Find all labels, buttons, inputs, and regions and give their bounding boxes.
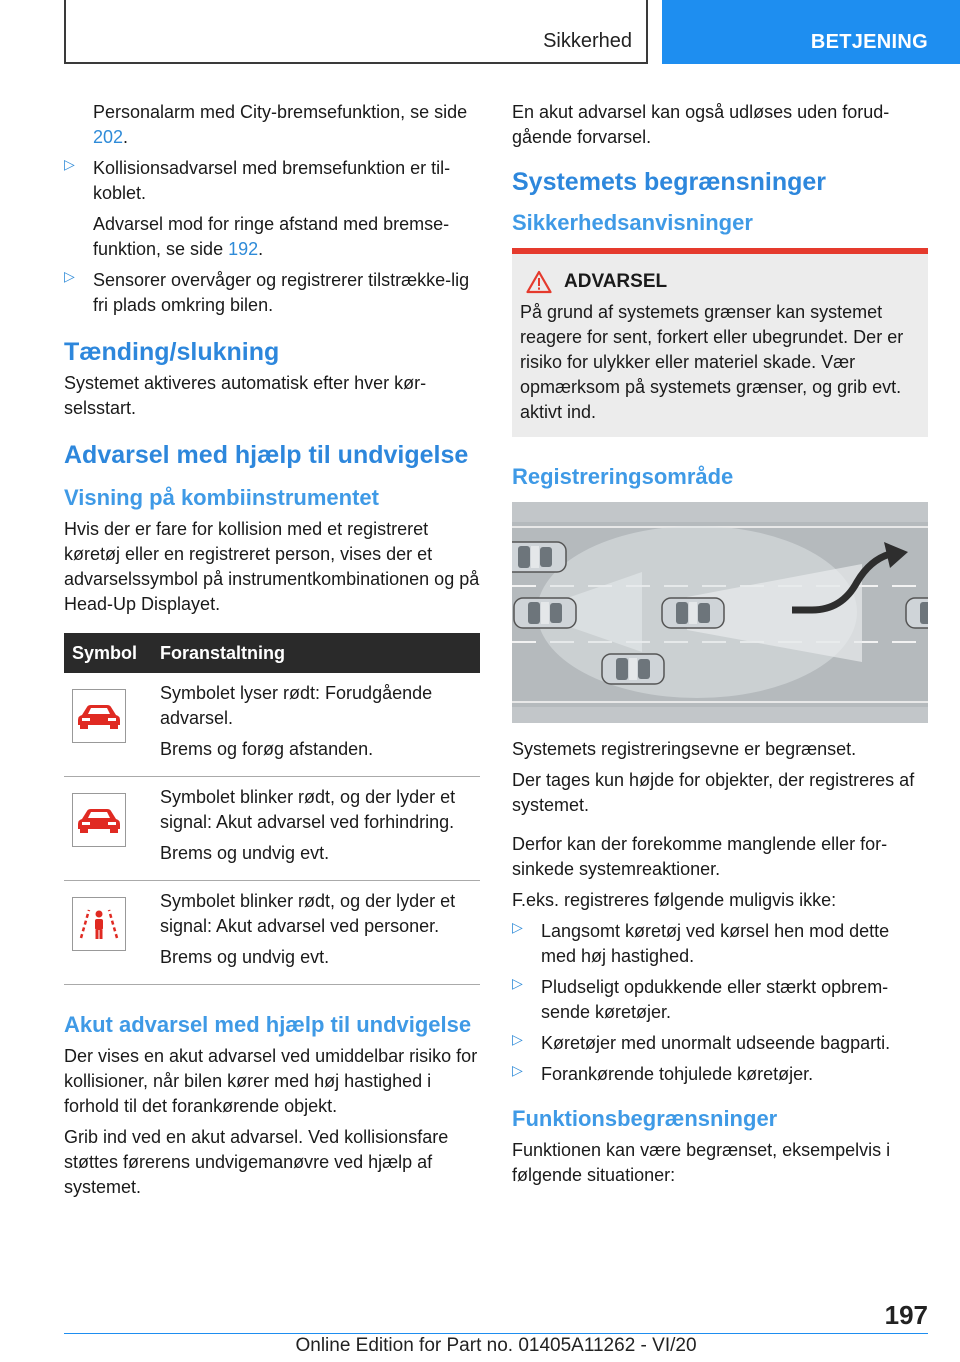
symbol-table [64, 633, 480, 985]
warning-box [512, 248, 928, 437]
bullet-triangle-icon: ▷ [512, 975, 523, 991]
list-item: ▷ Sensorer overvåger og registrerer tilstrække-lig fri plads omkring bilen. [64, 268, 470, 315]
table-row: Symbolet blinker rødt, og der lyder et signal: Akut advarsel ved forhindring. Brems og undvig evt. [64, 777, 480, 881]
list-item: ▷ Forankørende tohjulede køretøjer. [512, 1062, 814, 1084]
chapter-tab[interactable] [662, 0, 960, 64]
paragraph-reg-3: Derfor kan der forekomme manglende eller for-sinkede systemreaktioner. [512, 834, 888, 879]
chapter-title: BETJENING [810, 31, 928, 53]
list-item: ▷ Pludseligt opdukkende eller stærkt opbrem-sende køretøjer. [512, 975, 889, 1022]
column-header-action: Foranstaltning [152, 633, 480, 673]
bullet-triangle-icon: ▷ [64, 268, 75, 284]
paragraph-akut-2: Grib ind ved en akut advarsel. Ved kollisionsfare støttes førerens undvigemanøvre ved hjælp af systemet. [64, 1127, 449, 1197]
left-column [64, 100, 480, 1206]
detection-area-illustration [512, 502, 928, 723]
paragraph-funktion: Funktionen kan være begrænset, eksempelvis i følgende situationer: [512, 1140, 891, 1185]
column-header-symbol: Symbol [64, 633, 152, 673]
table-header-row [64, 633, 480, 673]
paragraph-akut-1: Der vises en akut advarsel ved umiddelbar risiko for kollisioner, når bilen kører med høj hastighed i forhold til det forankørende objekt. [64, 1046, 478, 1116]
bullet-triangle-icon: ▷ [512, 1031, 523, 1047]
heading-sikkerhed: Sikkerhedsanvisninger [512, 210, 753, 235]
right-column [512, 100, 928, 1194]
table-row: Symbolet blinker rødt, og der lyder et signal: Akut advarsel ved personer. Brems og undvig evt. [64, 881, 480, 985]
section-title: Sikkerhed [543, 30, 632, 52]
paragraph-reg-4: F.eks. registreres følgende muligvis ikke: [512, 890, 837, 910]
paragraph-taending: Systemet aktiveres automatisk efter hver kør-selsstart. [64, 373, 427, 418]
bullet-triangle-icon: ▷ [512, 919, 523, 935]
list-item: ▷ Kollisionsadvarsel med bremsefunktion er til-koblet. Advarsel mod for ringe afstand med bremse-funktion, se side 192. [64, 156, 451, 259]
bullet-triangle-icon: ▷ [64, 156, 75, 172]
warning-text: På grund af systemets grænser kan systemet reagere for sent, forkert eller ubegrundet. Der er risiko for ulykker eller materiel skade. Vær opmærksom på systemets grænser, og grib evt. aktivt ind. [520, 302, 904, 422]
page-number: 197 [884, 1300, 928, 1330]
footer-divider [64, 1333, 928, 1334]
car-warning-icon [72, 793, 126, 847]
paragraph-personalarm: Personalarm med City-bremsefunktion, se side 202. [93, 102, 468, 147]
page-link-202[interactable]: 202 [93, 127, 124, 147]
warning-triangle-icon [526, 270, 552, 294]
paragraph-visning: Hvis der er fare for kollision med et registreret køretøj eller en registreret person, vises der et advarselssymbol på instrumentkombinationen og på Head-Up Displayet. [64, 519, 480, 614]
table-row: Symbolet lyser rødt: Forudgående advarsel. Brems og forøg afstanden. [64, 673, 480, 777]
heading-advarsel: Advarsel med hjælp til undvigelse [64, 441, 469, 469]
heading-akut: Akut advarsel med hjælp til undvigelse [64, 1012, 472, 1037]
footer-edition: Online Edition for Part no. 01405A11262 - VI/20 [295, 1335, 697, 1356]
heading-begraensninger: Systemets begrænsninger [512, 168, 826, 196]
car-warning-icon [72, 689, 126, 743]
list-item: ▷ Langsomt køretøj ved kørsel hen mod dette med høj hastighed. [512, 919, 890, 966]
pedestrian-warning-icon [72, 897, 126, 951]
paragraph-akut-forvarsel: En akut advarsel kan også udløses uden forud-gående forvarsel. [512, 102, 890, 147]
bullet-triangle-icon: ▷ [512, 1062, 523, 1078]
page-link-192[interactable]: 192 [228, 239, 259, 259]
heading-funktion: Funktionsbegrænsninger [512, 1106, 778, 1131]
paragraph-reg-2: Der tages kun højde for objekter, der registreres af systemet. [512, 770, 915, 815]
heading-visning: Visning på kombiinstrumentet [64, 485, 379, 510]
heading-registrering: Registreringsområde [512, 464, 734, 489]
warning-title: ADVARSEL [564, 271, 668, 292]
header-section-box [64, 0, 648, 64]
paragraph-reg-1: Systemets registreringsevne er begrænset. [512, 739, 857, 759]
heading-taending: Tænding/slukning [64, 338, 280, 366]
list-item: ▷ Køretøjer med unormalt udseende bagparti. [512, 1031, 891, 1053]
